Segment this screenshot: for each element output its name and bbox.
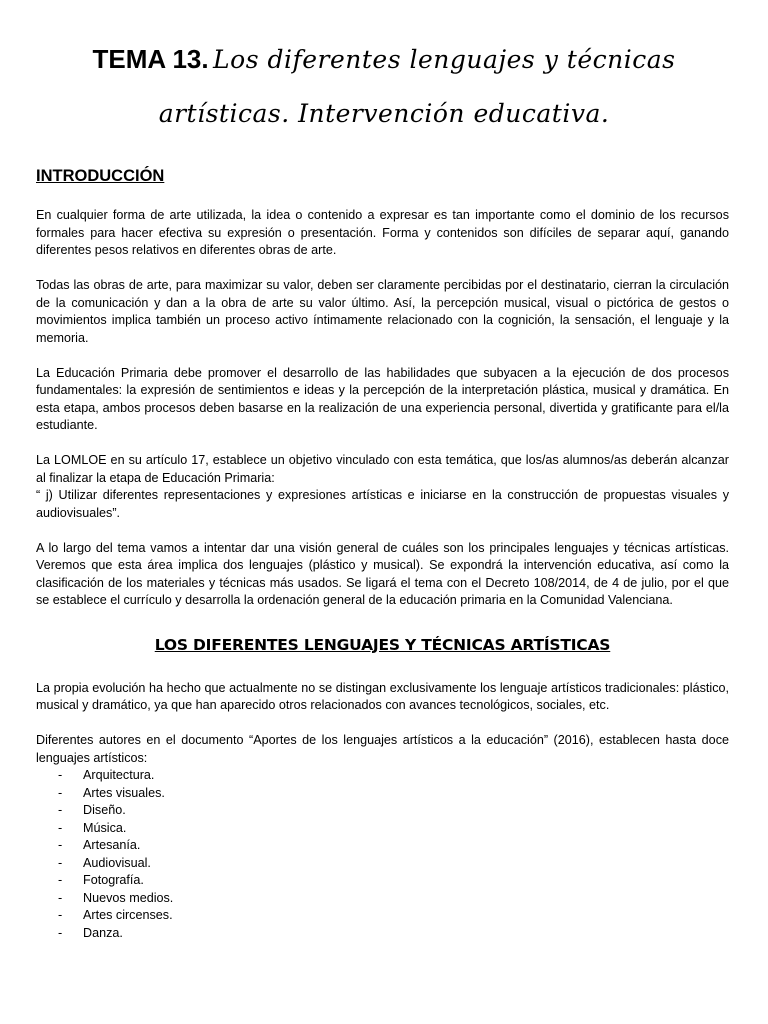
intro-paragraph-4: La LOMLOE en su artículo 17, establece un objetivo vinculado con esta temática, que los/as alumnos/as deberán alcanzar al finalizar la etapa de Educación Primaria: <box>36 453 729 485</box>
title-line-1 <box>40 34 728 89</box>
list-item: - Arquitectura. <box>36 767 729 785</box>
document-title <box>40 34 728 139</box>
list-item: - Fotografía. <box>36 872 729 890</box>
title-prefix: TEMA 13. <box>92 44 209 74</box>
artistic-languages-list <box>36 767 729 942</box>
section-paragraph-1: La propia evolución ha hecho que actualmente no se distingan exclusivamente los lenguaje artísticos tradicionales: plástico, musical y dramático, ya que han aparecido otros relacionados con avances tecnológicos, sociales, etc. <box>36 680 729 712</box>
introduction-heading: INTRODUCCIÓN <box>36 167 165 185</box>
document-body <box>36 165 729 942</box>
section-heading-lenguajes: LOS DIFERENTES LENGUAJES Y TÉCNICAS ARTÍSTICAS <box>154 635 611 654</box>
intro-paragraph-3: La Educación Primaria debe promover el desarrollo de las habilidades que subyacen a la ejecución de dos procesos fundamentales: la expresión de sentimientos e ideas y la percepción de la interpretación plástica, musical y dramática. En esta etapa, ambos procesos deben basarse en la realización de una experiencia personal, divertida y gratificante para el/la estudiante. <box>36 365 729 432</box>
title-script-line-2: artísticas. Intervención educativa. <box>158 99 610 128</box>
list-item: - Artes circenses. <box>36 907 729 925</box>
intro-paragraph-1: En cualquier forma de arte utilizada, la idea o contenido a expresar es tan importante como el dominio de los recursos formales para hacer efectiva su expresión o presentación. Forma y contenidos son difíciles de separar aquí, ganando diferentes pesos relativos en diferentes obras de arte. <box>36 208 729 257</box>
section-paragraph-2: Diferentes autores en el documento “Aportes de los lenguajes artísticos a la educación” (2016), establecen hasta doce lenguajes artísticos: <box>36 733 729 765</box>
list-item: - Audiovisual. <box>36 855 729 873</box>
list-item: - Diseño. <box>36 802 729 820</box>
list-item: - Música. <box>36 820 729 838</box>
intro-paragraph-2: Todas las obras de arte, para maximizar su valor, deben ser claramente percibidas por el destinatario, cierran la circulación de la comunicación y dan a la obra de arte su valor último. Así, la percepción musical, visual o pictórica de gestos o movimientos implica también un proceso activo íntimamente relacionado con la cognición, la sensación, el lenguaje y la memoria. <box>36 278 729 345</box>
title-script-line-1: Los diferentes lenguajes y técnicas <box>213 45 676 74</box>
list-item: - Danza. <box>36 925 729 943</box>
list-item: - Artesanía. <box>36 837 729 855</box>
lomloe-quote: “ j) Utilizar diferentes representaciones y expresiones artísticas e iniciarse en la construcción de propuestas visuales y audiovisuales”. <box>36 488 729 520</box>
list-item: - Nuevos medios. <box>36 890 729 908</box>
list-item: - Artes visuales. <box>36 785 729 803</box>
intro-paragraph-5: A lo largo del tema vamos a intentar dar una visión general de cuáles son los principales lenguajes y técnicas artísticas. Veremos que esta área implica dos lenguajes (plástico y musical). Se expondrá la intervención educativa, así como la clasificación de los materiales y técnicas más usados. Se ligará el tema con el Decreto 108/2014, de 4 de julio, por el que se establece el currículo y desarrolla la ordenación general de la educación primaria en la Comunidad Valenciana. <box>36 540 729 607</box>
